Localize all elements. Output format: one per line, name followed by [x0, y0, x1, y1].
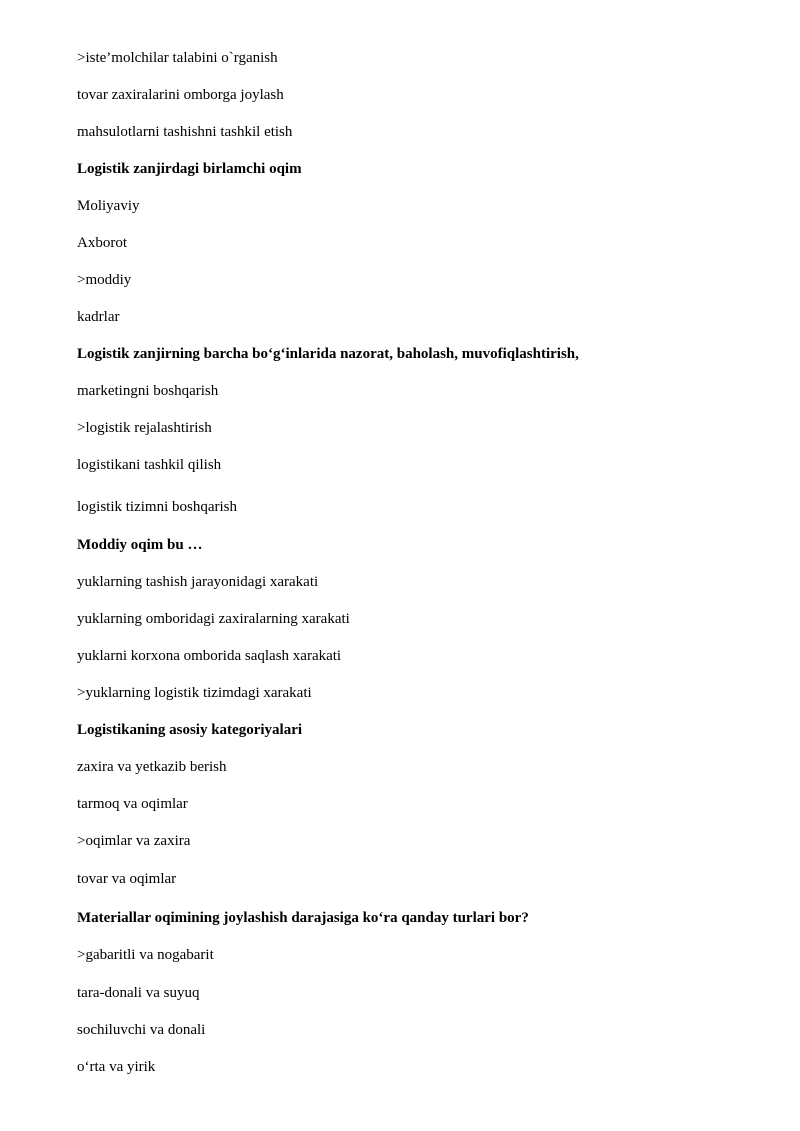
answer-option: yuklarning omboridagi zaxiralarning xarakati — [77, 611, 350, 627]
answer-option: >yuklarning logistik tizimdagi xarakati — [77, 685, 312, 701]
answer-option: >oqimlar va zaxira — [77, 833, 191, 849]
answer-option: tovar zaxiralarini omborga joylash — [77, 87, 284, 103]
question-heading: Logistikaning asosiy kategoriyalari — [77, 722, 303, 738]
answer-option: logistik tizimni boshqarish — [77, 499, 237, 515]
answer-option: o‘rta va yirik — [77, 1059, 156, 1075]
answer-option: mahsulotlarni tashishni tashkil etish — [77, 124, 293, 140]
answer-option: Axborot — [77, 235, 127, 251]
answer-option: Moliyaviy — [77, 198, 140, 214]
answer-option: yuklarning tashish jarayonidagi xarakati — [77, 574, 319, 590]
answer-option: tarmoq va oqimlar — [77, 796, 188, 812]
question-heading: Moddiy oqim bu … — [77, 537, 203, 553]
answer-option: marketingni boshqarish — [77, 383, 219, 399]
answer-option: tovar va oqimlar — [77, 871, 177, 887]
answer-option: zaxira va yetkazib berish — [77, 759, 227, 775]
answer-option: yuklarni korxona omborida saqlash xarakati — [77, 648, 342, 664]
answer-option: logistikani tashkil qilish — [77, 457, 222, 473]
question-heading: Logistik zanjirning barcha bo‘g‘inlarida nazorat, baholash, muvofiqlashtirish, — [77, 346, 579, 362]
answer-option: >moddiy — [77, 272, 132, 288]
question-heading: Materiallar oqimining joylashish darajasiga ko‘ra qanday turlari bor? — [77, 910, 529, 926]
answer-option: >gabaritli va nogabarit — [77, 947, 214, 963]
answer-option: >logistik rejalashtirish — [77, 420, 212, 436]
answer-option: kadrlar — [77, 309, 120, 325]
question-heading: Logistik zanjirdagi birlamchi oqim — [77, 161, 302, 177]
answer-option: sochiluvchi va donali — [77, 1022, 206, 1038]
answer-option: >iste’molchilar talabini o`rganish — [77, 50, 278, 66]
answer-option: tara-donali va suyuq — [77, 985, 200, 1001]
